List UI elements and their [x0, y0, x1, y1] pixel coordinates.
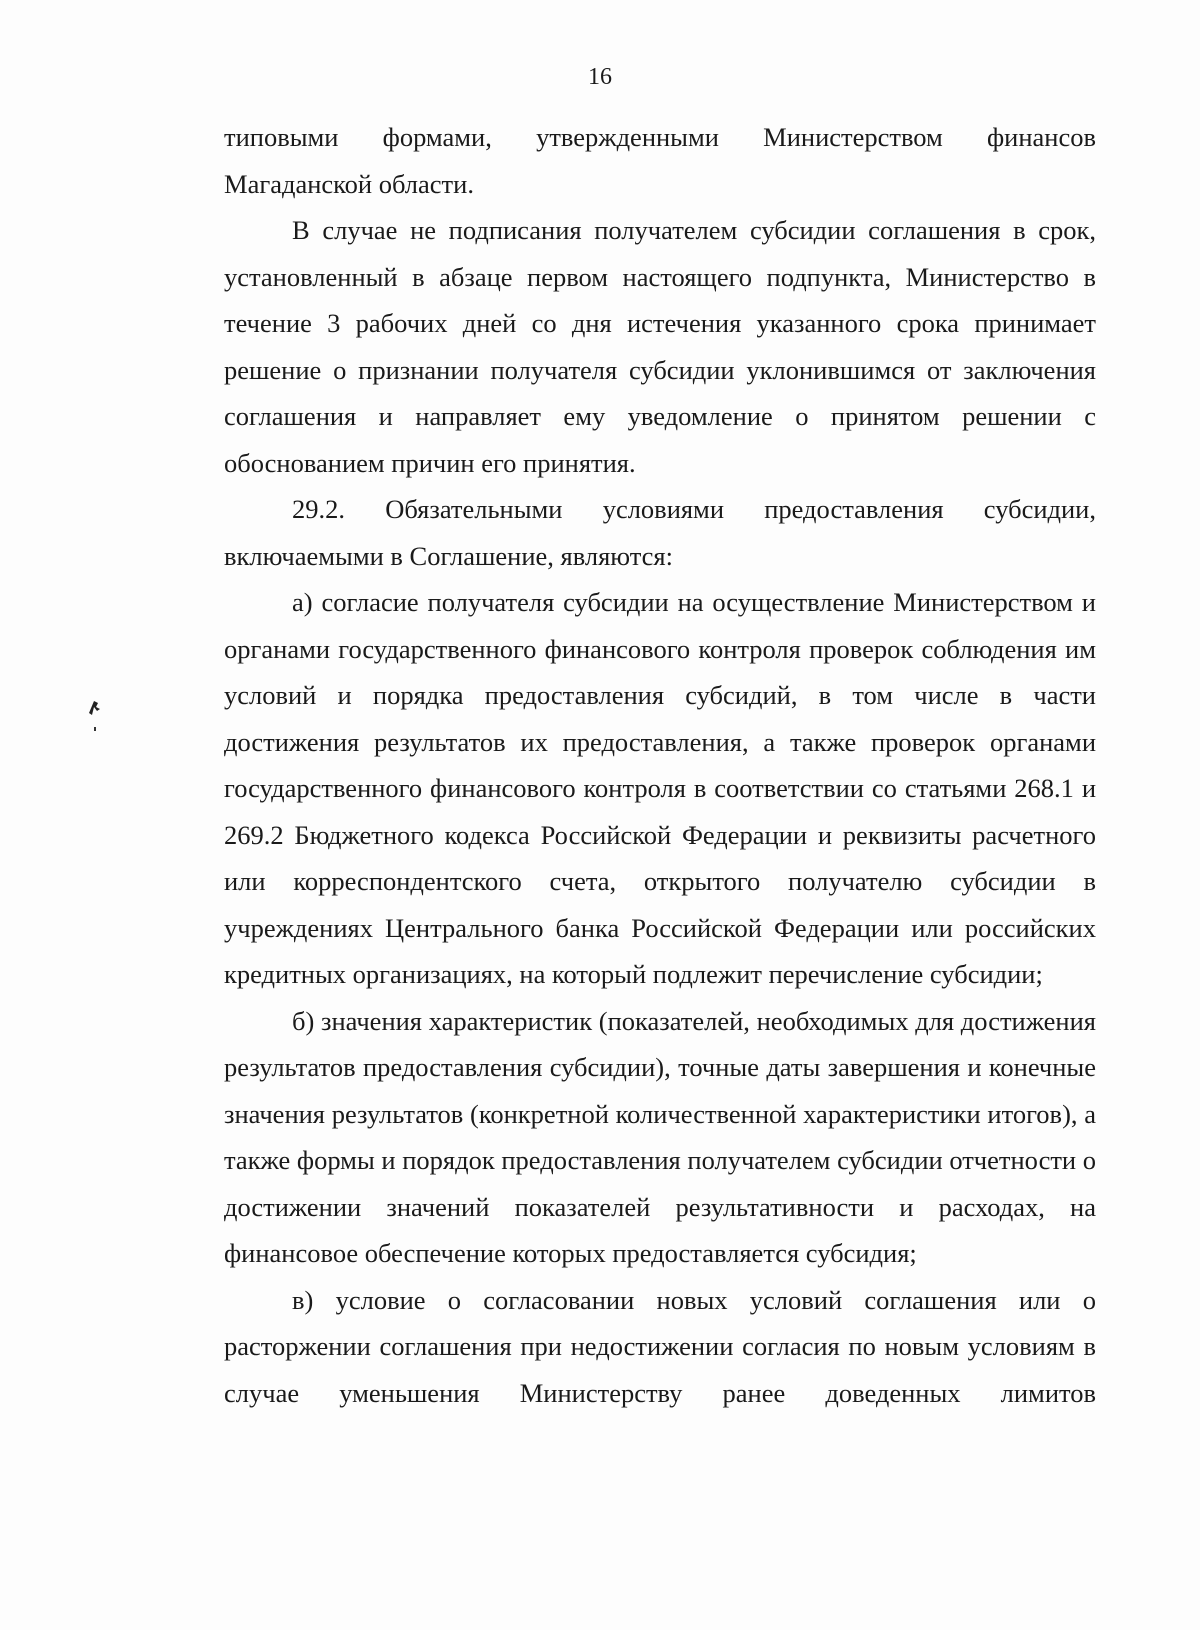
- paragraph-29-2-heading: 29.2. Обязательными условиями предоставления субсидии, включаемыми в Соглашение, являются:: [224, 494, 1096, 571]
- scan-artifact-mark: [84, 697, 104, 737]
- paragraph-unsigned-agreement: В случае не подписания получателем субсидии соглашения в срок, установленный в абзаце первом настоящего подпункта, Министерство в течение 3 рабочих дней со дня истечения указанного срока принимает решение о признании получателя субсидии уклонившимся от заключения соглашения и направляет ему уведомление о принятом решении с обоснованием причин его принятия.: [224, 215, 1096, 478]
- page-number: 16: [588, 64, 612, 90]
- paragraph-item-a: а) согласие получателя субсидии на осуществление Министерством и органами государственного финансового контроля проверок соблюдения им условий и порядка предоставления субсидий, в том числе в части достижения результатов их предоставления, а также проверок органами государственного финансового контроля в соответствии со статьями 268.1 и 269.2 Бюджетного кодекса Российской Федерации и реквизиты расчетного или корреспондентского счета, открытого получателю субсидии в учреждениях Центрального банка Российской Федерации или российских кредитных организациях, на который подлежит перечисление субсидии;: [224, 587, 1096, 989]
- document-body: [224, 114, 1096, 1416]
- paragraph-item-v: в) условие о согласовании новых условий соглашения или о расторжении соглашения при недостижении согласия по новым условиям в случае уменьшения Министерству ранее доведенных лимитов: [224, 1284, 1096, 1408]
- paragraph-continuation: типовыми формами, утвержденными Министерством финансов Магаданской области.: [224, 122, 1096, 199]
- paragraph-item-b: б) значения характеристик (показателей, необходимых для достижения результатов предоставления субсидии), точные даты завершения и конечные значения результатов (конкретной количественной характеристики итогов), а также формы и порядок предоставления получателем субсидии отчетности о достижении значений показателей результативности и расходах, на финансовое обеспечение которых предоставляется субсидия;: [224, 1005, 1096, 1268]
